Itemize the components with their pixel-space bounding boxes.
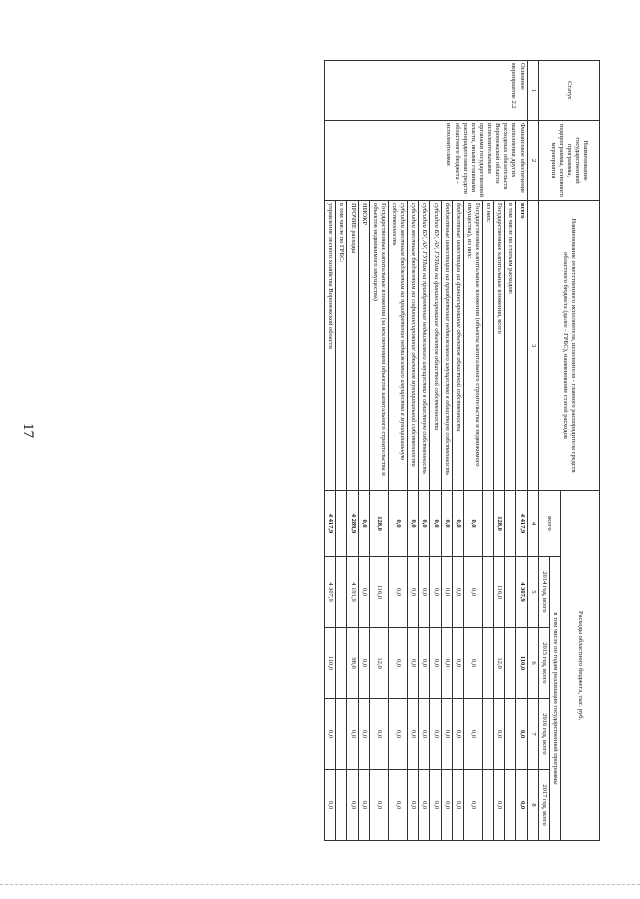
cell-2014: 0,0 <box>441 557 452 628</box>
cell-2015: 0,0 <box>430 628 441 699</box>
cell-2017 <box>505 770 516 841</box>
header-executor: Наименование ответственного исполнителя, исполнителя - главного распорядителя средств областного бюджета (далее - ГРБС), наименование статей расходов <box>538 201 599 491</box>
cell-total <box>483 491 494 557</box>
cell-2014 <box>483 557 494 628</box>
cell-2016: 0,0 <box>389 699 408 770</box>
row-label: НИОКР <box>358 201 369 491</box>
cell-2017: 0,0 <box>494 770 505 841</box>
cell-2016: 0,0 <box>408 699 419 770</box>
cell-2015: 110,0 <box>325 628 336 699</box>
cell-2015 <box>336 628 347 699</box>
cell-2014: 4 191,9 <box>347 557 358 628</box>
cell-total: 0,0 <box>452 491 463 557</box>
cell-2017: 0,0 <box>408 770 419 841</box>
cell-2014 <box>505 557 516 628</box>
cell-2015: 110,0 <box>516 628 527 699</box>
row-label: управление лесного хозяйства Воронежской области <box>325 201 336 491</box>
cell-2017: 0,0 <box>430 770 441 841</box>
program-name-cell: Финансовое обеспечение выполнения других расходных обязательств Воронежской области исполнительными органами государственной власти, иными главными распорядителями средств областного бюджета - исполнителями <box>325 121 527 201</box>
cell-total: 4 417,9 <box>516 491 527 557</box>
cell-2015: 0,0 <box>463 628 482 699</box>
header-2016: 2016 год, всего <box>538 699 549 770</box>
cell-2014: 0,0 <box>463 557 482 628</box>
cell-2017 <box>483 770 494 841</box>
cell-2017: 0,0 <box>441 770 452 841</box>
row-label: в том числе по ГРБС: <box>336 201 347 491</box>
cell-2016: 0,0 <box>430 699 441 770</box>
cell-2016: 0,0 <box>347 699 358 770</box>
rotated-table-container <box>80 60 600 840</box>
cell-2016 <box>336 699 347 770</box>
cell-2014: 116,0 <box>369 557 388 628</box>
cell-total: 4 417,9 <box>325 491 336 557</box>
row-label: из них: <box>483 201 494 491</box>
cell-2017: 0,0 <box>452 770 463 841</box>
cell-2014: 116,0 <box>494 557 505 628</box>
row-label: субсидии БУ, АУ, ГУПам на финансирование объектов областной собственности <box>430 201 441 491</box>
row-label: ПРОЧИЕ расходы <box>347 201 358 491</box>
col-number: 4 <box>527 491 538 557</box>
cell-2015: 98,0 <box>347 628 358 699</box>
cell-2014: 4 307,9 <box>325 557 336 628</box>
cell-2015 <box>483 628 494 699</box>
row-label: в том числе по статьям расходов: <box>505 201 516 491</box>
col-number: 1 <box>527 61 538 121</box>
cell-total: 0,0 <box>408 491 419 557</box>
cell-2016: 0,0 <box>369 699 388 770</box>
cell-2017: 0,0 <box>419 770 430 841</box>
cell-2017: 0,0 <box>325 770 336 841</box>
cell-2016: 0,0 <box>358 699 369 770</box>
cell-2015: 0,0 <box>389 628 408 699</box>
cell-2015: 0,0 <box>358 628 369 699</box>
cell-total: 0,0 <box>441 491 452 557</box>
col-number: 8 <box>527 770 538 841</box>
cell-2017: 0,0 <box>369 770 388 841</box>
row-label: Государственные капитальные вложения (объекты капитального строительства и недвижимого имущества), из них: <box>463 201 482 491</box>
cell-2017 <box>336 770 347 841</box>
cell-total: 0,0 <box>419 491 430 557</box>
header-2017: 2017 год, всего <box>538 770 549 841</box>
cell-total: 128,0 <box>494 491 505 557</box>
col-number: 5 <box>527 557 538 628</box>
header-by-years: в том числе по годам реализации государственной программы <box>549 557 560 841</box>
cell-total: 128,0 <box>369 491 388 557</box>
cell-2015: 0,0 <box>452 628 463 699</box>
cell-2017: 0,0 <box>516 770 527 841</box>
row-label: субсидии местным бюджетам на софинансирование объектов муниципальной собственности <box>408 201 419 491</box>
col-number: 2 <box>527 121 538 201</box>
header-2015: 2015 год, всего <box>538 628 549 699</box>
row-label: всего <box>516 201 527 491</box>
header-2014: 2014 год, всего <box>538 557 549 628</box>
page-number: 17 <box>20 423 36 438</box>
cell-2016 <box>483 699 494 770</box>
cell-2014: 0,0 <box>408 557 419 628</box>
cell-2015: 12,0 <box>494 628 505 699</box>
header-expenses: Расходы областного бюджета, тыс. руб. <box>561 491 600 841</box>
cell-2014: 0,0 <box>389 557 408 628</box>
cell-2015: 0,0 <box>408 628 419 699</box>
cell-2015: 0,0 <box>441 628 452 699</box>
cell-2014: 4 307,9 <box>516 557 527 628</box>
cell-2014: 0,0 <box>419 557 430 628</box>
cell-2016: 0,0 <box>419 699 430 770</box>
page-bottom-divider <box>0 884 640 885</box>
header-status: Статус <box>538 61 599 121</box>
cell-2017: 0,0 <box>389 770 408 841</box>
row-label: Государственные капитальные вложения (за исключением объектов капитального строительства и объектов недвижимого имущества) <box>369 201 388 491</box>
cell-2016: 0,0 <box>452 699 463 770</box>
header-name: Наименование государственной программы, подпрограммы, основного мероприятия <box>538 121 599 201</box>
row-label: Государственные капитальные вложения, всего <box>494 201 505 491</box>
row-label: субсидии БУ, АУ, ГУПам на приобретение недвижимого имущества в областную собственность <box>419 201 430 491</box>
cell-2016: 0,0 <box>463 699 482 770</box>
cell-total: 4 289,9 <box>347 491 358 557</box>
cell-2017: 0,0 <box>463 770 482 841</box>
budget-table <box>324 60 600 841</box>
cell-2014 <box>336 557 347 628</box>
cell-total: 0,0 <box>358 491 369 557</box>
cell-total: 0,0 <box>430 491 441 557</box>
status-cell: Основное мероприятие 2.2 <box>325 61 527 121</box>
cell-2015 <box>505 628 516 699</box>
cell-total: 0,0 <box>463 491 482 557</box>
cell-total <box>336 491 347 557</box>
cell-2017: 0,0 <box>358 770 369 841</box>
cell-total <box>505 491 516 557</box>
cell-2016 <box>505 699 516 770</box>
row-label: бюджетные инвестиции на финансирование объектов областной собственности <box>452 201 463 491</box>
cell-total: 0,0 <box>389 491 408 557</box>
table-row <box>516 61 527 841</box>
cell-2016: 0,0 <box>516 699 527 770</box>
cell-2014: 0,0 <box>358 557 369 628</box>
cell-2017: 0,0 <box>347 770 358 841</box>
cell-2016: 0,0 <box>441 699 452 770</box>
col-number: 7 <box>527 699 538 770</box>
cell-2014: 0,0 <box>452 557 463 628</box>
cell-2016: 0,0 <box>494 699 505 770</box>
row-label: субсидии местным бюджетам на приобретение недвижимого имущества в муниципальную собственность <box>389 201 408 491</box>
cell-2016: 0,0 <box>325 699 336 770</box>
cell-2015: 12,0 <box>369 628 388 699</box>
col-number: 3 <box>527 201 538 491</box>
cell-2014: 0,0 <box>430 557 441 628</box>
row-label: бюджетные инвестиции на приобретение недвижимого имущества в областную собственность <box>441 201 452 491</box>
cell-2015: 0,0 <box>419 628 430 699</box>
col-number: 6 <box>527 628 538 699</box>
header-total: всего <box>538 491 560 557</box>
